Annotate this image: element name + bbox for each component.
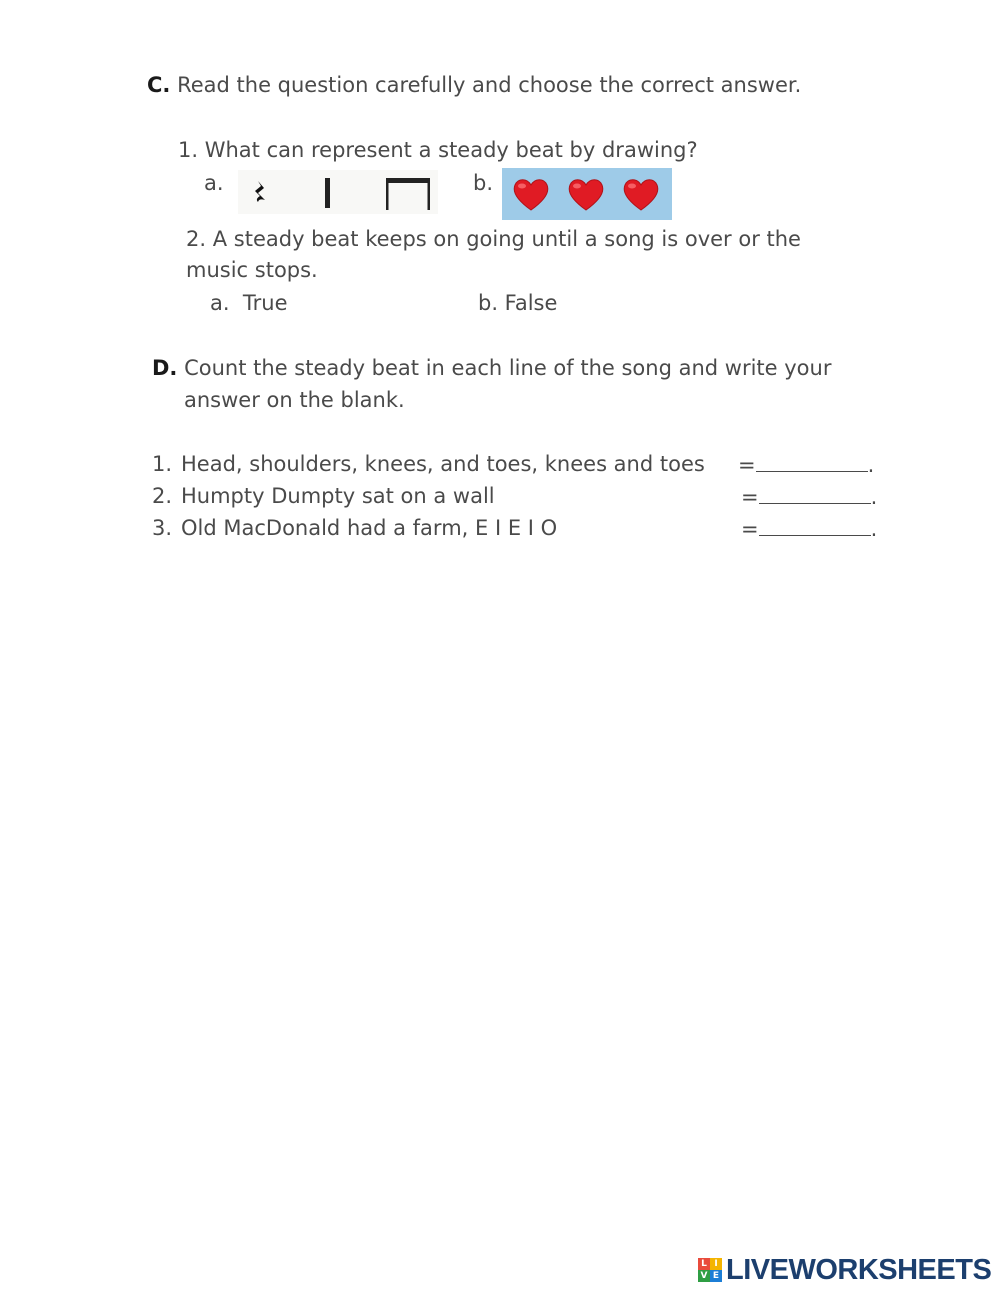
- song-line-1-equals: =: [738, 453, 756, 477]
- logo-icon-letter: E: [710, 1270, 722, 1282]
- logo-icon-letter: V: [698, 1270, 710, 1282]
- heart-icon: [566, 174, 606, 214]
- song-line-2-equals: =: [741, 485, 759, 509]
- quarter-rest-bar-eighth-icon: [238, 170, 438, 214]
- liveworksheets-logo-text: LIVEWORKSHEETS: [726, 1253, 992, 1286]
- question-1-text: What can represent a steady beat by drawing?: [204, 138, 698, 162]
- song-line-1-answer: [738, 451, 874, 478]
- question-1-option-a-label[interactable]: a.: [204, 171, 224, 195]
- song-line-1-text: Head, shoulders, knees, and toes, knees and toes: [181, 452, 705, 476]
- logo-icon-letter: L: [698, 1258, 710, 1270]
- question-1-number: 1.: [178, 138, 199, 162]
- section-d-letter: D.: [152, 356, 178, 380]
- song-line-3-text: Old MacDonald had a farm, E I E I O: [181, 516, 558, 540]
- song-line-2-number: 2.: [152, 484, 173, 508]
- song-line-3-number: 3.: [152, 516, 173, 540]
- song-line-1-period: .: [867, 453, 875, 477]
- song-line-2-text: Humpty Dumpty sat on a wall: [181, 484, 495, 508]
- question-2-line-1: [186, 226, 801, 252]
- section-c-heading: [147, 72, 801, 98]
- song-line-2-answer: [741, 483, 877, 510]
- answer-blank-1[interactable]: [756, 451, 868, 472]
- section-c-instruction: Read the question carefully and choose the correct answer.: [177, 73, 802, 97]
- option-a-rhythm-image[interactable]: [238, 170, 438, 214]
- section-d-instruction-line1: Count the steady beat in each line of the song and write your: [184, 356, 832, 380]
- section-d-instruction-line2: answer on the blank.: [184, 388, 405, 412]
- song-line-3-equals: =: [741, 517, 759, 541]
- song-line-1-number: 1.: [152, 452, 173, 476]
- liveworksheets-logo-icon: [698, 1258, 722, 1282]
- heart-icon: [511, 174, 551, 214]
- answer-blank-2[interactable]: [759, 483, 871, 504]
- question-2-number: 2.: [186, 227, 207, 251]
- section-c-letter: C.: [147, 73, 171, 97]
- section-d-heading: [152, 355, 831, 381]
- song-line-3-answer: [741, 515, 877, 542]
- question-2-text-line2: music stops.: [186, 258, 318, 282]
- question-2-option-false[interactable]: b. False: [478, 291, 558, 315]
- song-line-2-period: .: [870, 485, 878, 509]
- question-2-option-true[interactable]: a. True: [210, 291, 288, 315]
- question-1: [178, 137, 698, 163]
- logo-icon-letter: I: [710, 1258, 722, 1270]
- question-2-text-line1: A steady beat keeps on going until a song is over or the: [212, 227, 801, 251]
- option-b-hearts-image[interactable]: [502, 168, 672, 220]
- song-line-3-period: .: [870, 517, 878, 541]
- heart-icon: [621, 174, 661, 214]
- question-1-option-b-label[interactable]: b.: [473, 171, 494, 195]
- answer-blank-3[interactable]: [759, 515, 871, 536]
- liveworksheets-logo: [698, 1254, 991, 1286]
